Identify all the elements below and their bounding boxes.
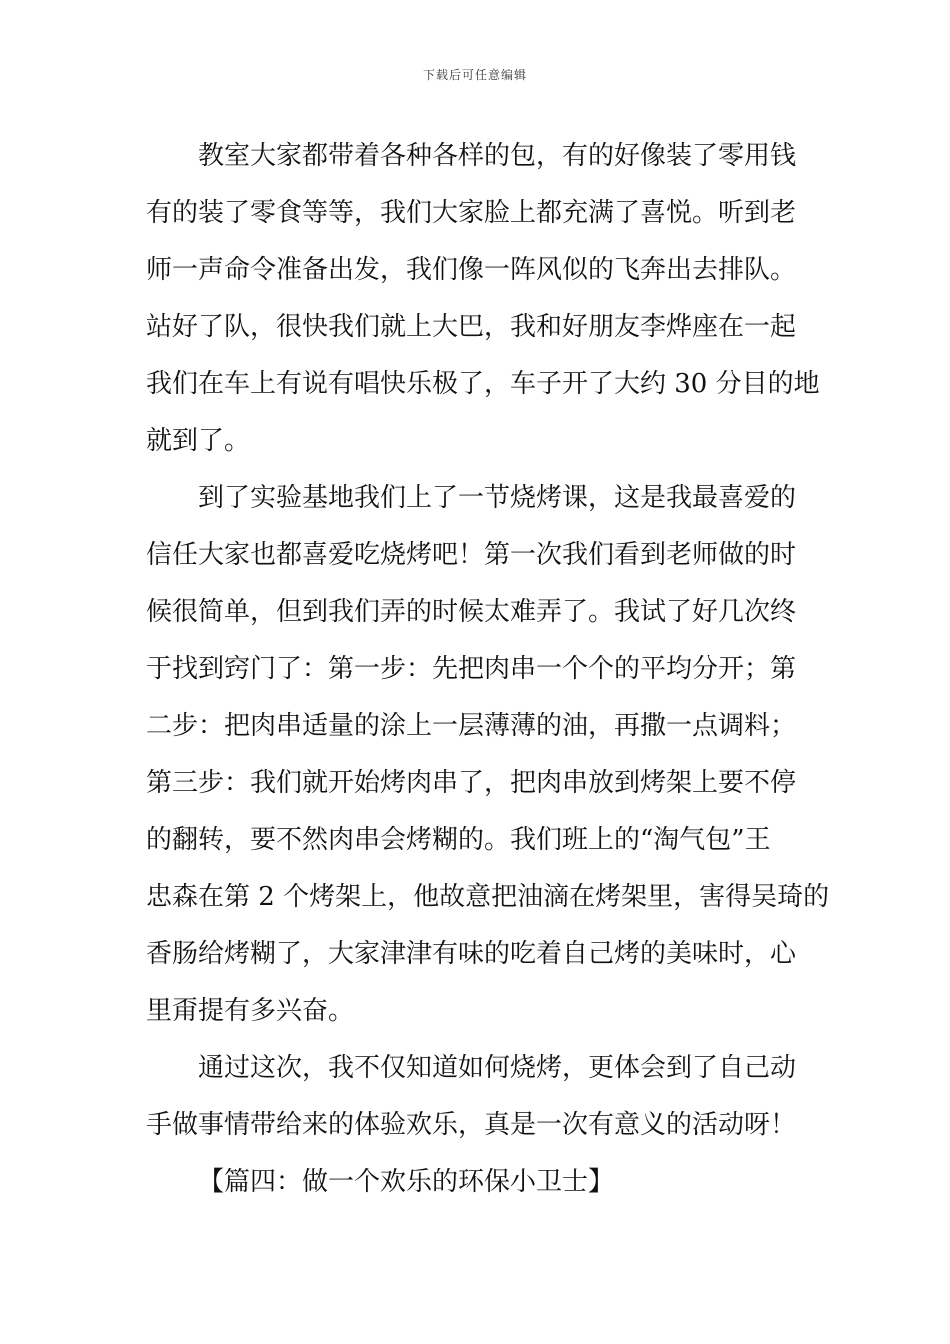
paragraph-line: 候很简单，但到我们弄的时候太难弄了。我试了好几次终: [146, 597, 797, 627]
paragraph-line: 第三步：我们就开始烤肉串了，把肉串放到烤架上要不停: [146, 768, 797, 798]
paragraph-line: 香肠给烤糊了，大家津津有味的吃着自己烤的美味时，心: [146, 939, 797, 969]
paragraph-line: 到了实验基地我们上了一节烧烤课，这是我最喜爱的: [198, 483, 797, 513]
document-body: [146, 128, 830, 1211]
paragraph-line: 我们在车上有说有唱快乐极了，车子开了大约 30 分目的地: [146, 369, 820, 399]
paragraph-line: 二步：把肉串适量的涂上一层薄薄的油，再撒一点调料；: [146, 711, 797, 741]
paragraph-line: 手做事情带给来的体验欢乐，真是一次有意义的活动呀！: [146, 1110, 797, 1140]
paragraph-line: 通过这次，我不仅知道如何烧烤，更体会到了自己动: [198, 1053, 797, 1083]
paragraph-line: 师一声命令准备出发，我们像一阵风似的飞奔出去排队。: [146, 255, 797, 285]
header-note: 下载后可任意编辑: [422, 68, 527, 82]
paragraph-line: 就到了。: [146, 426, 251, 456]
paragraph-line: 忠森在第 2 个烤架上，他故意把油滴在烤架里，害得吴琦的: [146, 882, 830, 912]
paragraph-line: 的翻转，要不然肉串会烤糊的。我们班上的“淘气包”王: [146, 825, 771, 855]
paragraph-line: 于找到窍门了：第一步：先把肉串一个个的平均分开；第: [146, 654, 797, 684]
paragraph-line: 有的装了零食等等，我们大家脸上都充满了喜悦。听到老: [146, 198, 797, 228]
paragraph-line: 站好了队，很快我们就上大巴，我和好朋友李烨座在一起: [146, 312, 797, 342]
paragraph-line: 教室大家都带着各种各样的包，有的好像装了零用钱: [198, 141, 797, 171]
paragraph-line: 信任大家也都喜爱吃烧烤吧！第一次我们看到老师做的时: [146, 540, 797, 570]
section-heading: 【篇四：做一个欢乐的环保小卫士】: [198, 1167, 615, 1197]
paragraph-line: 里甭提有多兴奋。: [146, 996, 355, 1026]
